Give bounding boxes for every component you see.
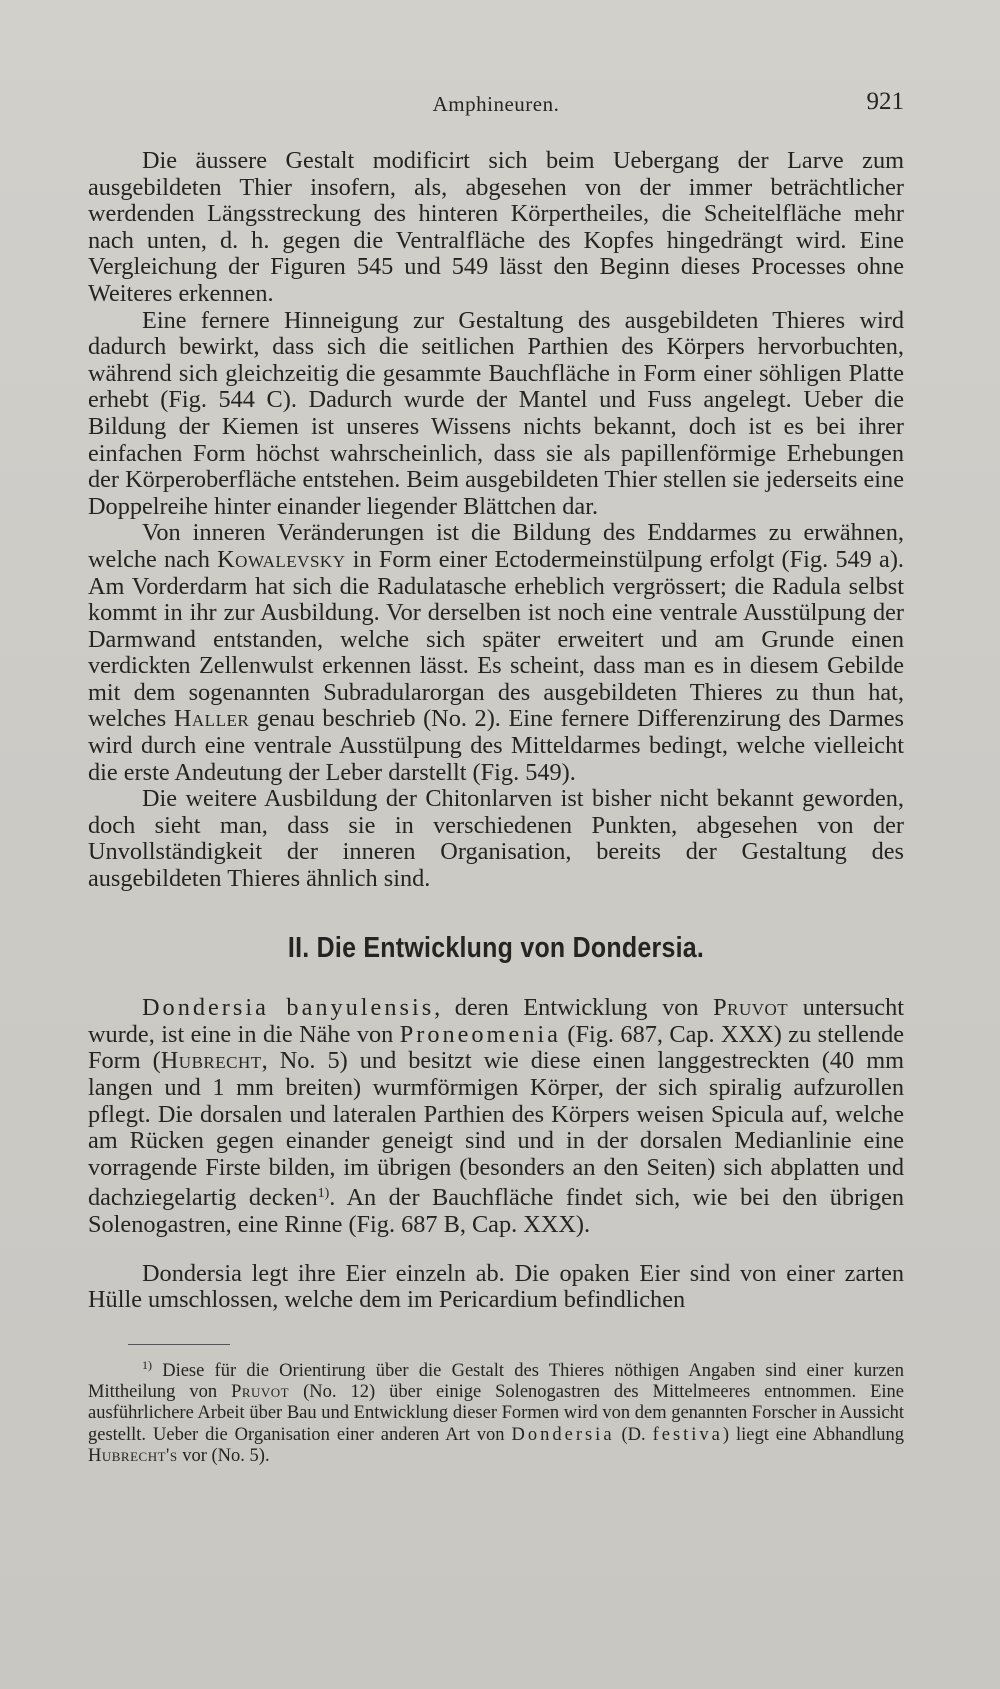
paragraph-mantle-foot: Eine fernere Hinneigung zur Gestaltung des ausgebildeten Thieres wird dadurch bewirkt, dass sich die seitlichen Parthien des Körpers hervorbuchten, während sich gleichzeitig die gesammte Bauchfläche in Form einer söhligen Platte erhebt (Fig. 544 C). Dadurch wurde der Mantel und Fuss angelegt. Ueber die Bildung der Kiemen ist unseres Wissens nichts bekannt, doch ist es bei ihrer einfachen Form höchst wahrscheinlich, dass sie als papillenförmige Erhebungen der Körperoberfläche entstehen. Beim ausgebildeten Thier stellen sie jederseits eine Doppelreihe hinter einander liegender Blättchen dar. (88, 306, 904, 520)
running-title: Amphineuren. (432, 92, 560, 116)
text-span: (D. (614, 1424, 653, 1445)
species-epithet-festiva: festiva (652, 1424, 723, 1445)
text-span: vor (No. 5). (177, 1445, 270, 1466)
paragraph-gap (88, 1239, 904, 1261)
genus-name-proneomenia: Proneomenia (399, 1020, 561, 1048)
author-name-haller: Haller (173, 705, 250, 733)
text-span: , No. 5) und besitzt wie diese einen langgestreckten (40 mm langen und 1 mm breiten) wurmförmigen Körper, der sich spiralig aufzurollen pflegt. Die dorsalen und lateralen Parthien des Körpers weisen Spicula auf, welche am Rücken gegen einander geneigt sind und in der dorsalen Medianlinie eine vorragende Firste bilden, im übrigen (besonders an den Seiten) sich abplatten und dachziegelartig decken (88, 1047, 904, 1212)
page-header (88, 88, 904, 126)
author-name-kowalevsky: Kowalevsky (217, 545, 346, 573)
page-number: 921 (866, 88, 904, 115)
text-span: , deren Entwicklung von (434, 994, 714, 1022)
text-span: in Form einer Ectodermeinstülpung erfolgt (Fig. 549 a). Am Vorderdarm hat sich die Radulatasche erheblich vergrössert; die Radula selbst kommt in ihr zur Ausbildung. Vor derselben ist noch eine ventrale Ausstülpung der Darmwand entstanden, welche sich später erweitert und am Grunde einen verdickten Zellenwulst erkennen lässt. Es scheint, dass man es in diesem Gebilde mit dem sogenannten Subradularorgan des ausgebildeten Thieres zu thun hat, welches (88, 545, 904, 733)
author-name-hubrecht: Hubrecht's (88, 1445, 178, 1466)
text-span: ) liegt eine Abhandlung (722, 1424, 904, 1445)
footnote-marker: 1) (142, 1357, 152, 1372)
main-text (88, 148, 904, 1467)
author-name-pruvot: Pruvot (713, 994, 789, 1022)
paragraph-outer-form: Die äussere Gestalt modificirt sich beim Uebergang der Larve zum ausgebildeten Thier insofern, als, abgesehen von der immer beträchtlicher werdenden Längsstreckung des hinteren Körpertheiles, die Scheitelfläche mehr nach unten, d. h. gegen die Ventralfläche des Kopfes hingedrängt wird. Eine Vergleichung der Figuren 545 und 549 lässt den Beginn dieses Processes ohne Weiteres erkennen. (88, 147, 904, 307)
genus-name-dondersia: Dondersia (511, 1424, 615, 1445)
paragraph-eggs: Dondersia legt ihre Eier einzeln ab. Die opaken Eier sind von einer zarten Hülle umschlossen, welche dem im Pericardium befindlichen (88, 1259, 904, 1314)
text-span: untersucht wurde, ist eine in die Nähe von (88, 994, 904, 1048)
text-span: (Fig. 687, Cap. XXX) zu stellende Form ( (88, 1020, 904, 1075)
footnote-reference: 1) (317, 1186, 330, 1202)
text-span: genau beschrieb (No. 2). Eine fernere Differenzirung des Darmes wird durch eine ventrale Ausstülpung des Mitteldarmes bedingt, welche vielleicht die erste Andeutung der Leber darstellt (Fig. 549). (88, 705, 904, 786)
author-name-hubrecht: Hubrecht (160, 1047, 262, 1075)
footnote (88, 1355, 904, 1467)
paragraph-dondersia-description (88, 995, 904, 1238)
paragraph-chiton-larvae: Die weitere Ausbildung der Chitonlarven ist bisher nicht bekannt geworden, doch sieht man, dass sie in verschiedenen Punkten, abgesehen von der Unvollständigkeit der inneren Organisation, bereits der Gestaltung des ausgebildeten Thieres ähnlich sind. (88, 785, 904, 893)
footnote-divider (128, 1344, 230, 1345)
text-span: . An der Bauchfläche findet sich, wie bei den übrigen Solenogastren, eine Rinne (Fig. 687 B, Cap. XXX). (88, 1184, 905, 1238)
text-span: Diese für die Orientirung über die Gestalt des Thieres nöthigen Angaben sind einer kurzen Mittheilung von (88, 1360, 904, 1403)
species-name: Dondersia banyulensis (142, 994, 435, 1022)
text-span: (No. 12) über einige Solenogastren des Mittelmeeres entnommen. Eine ausführlichere Arbeit über Bau und Entwicklung dieser Formen wird von dem genannten Forscher in Aussicht gestellt. Ueber die Organisation einer anderen Art von (88, 1382, 904, 1445)
author-name-pruvot: Pruvot (231, 1382, 290, 1403)
paragraph-internal-changes (88, 520, 904, 786)
text-span: Von inneren Veränderungen ist die Bildung des Enddarmes zu erwähnen, welche nach (88, 519, 904, 573)
section-heading: II. Die Entwicklung von Dondersia. (287, 931, 705, 964)
